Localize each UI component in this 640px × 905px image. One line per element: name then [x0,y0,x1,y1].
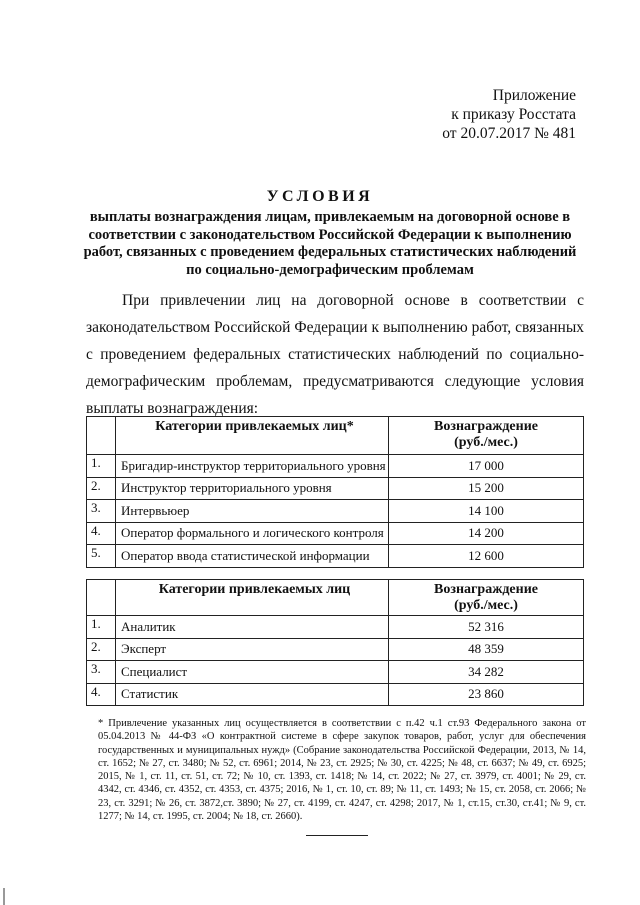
header-category: Категории привлекаемых лиц* [116,417,389,455]
row-number: 1. [87,455,116,478]
rewards-table-1 [86,416,584,568]
row-category: Интервьюер [116,500,389,523]
rewards-table-2 [86,579,584,706]
table-row [87,638,584,661]
table-row [87,683,584,706]
row-category: Бригадир-инструктор территориального уровня [116,455,389,478]
table-row [87,545,584,568]
row-category: Аналитик [116,616,389,639]
header-number-cell [87,417,116,455]
table-row [87,661,584,684]
row-reward: 48 359 [389,638,584,661]
row-reward: 17 000 [389,455,584,478]
header-reward-line-2: (руб./мес.) [454,598,518,613]
end-rule [306,835,368,836]
row-number: 2. [87,477,116,500]
appendix-line-2: к приказу Росстата [451,106,576,123]
document-title: УСЛОВИЯ [266,188,374,205]
row-category: Инструктор территориального уровня [116,477,389,500]
row-category: Оператор ввода статистической информации [116,545,389,568]
table-row [87,477,584,500]
row-category: Статистик [116,683,389,706]
appendix-header [442,86,576,143]
table-header-row [87,417,584,455]
row-number: 2. [87,638,116,661]
header-reward-line-2: (руб./мес.) [454,435,518,450]
row-reward: 34 282 [389,661,584,684]
row-reward: 15 200 [389,477,584,500]
row-number: 1. [87,616,116,639]
row-category: Оператор формального и логического контроля [116,522,389,545]
row-number: 4. [87,522,116,545]
row-category: Эксперт [116,638,389,661]
document-subtitle: выплаты вознаграждения лицам, привлекаемым на договорной основе в соответствии с законодательством Российской Федерации к выполнению работ, связанных с проведением федеральных статистических наблюдений по социально-демографическим проблемам [83,209,577,278]
header-category: Категории привлекаемых лиц [116,580,389,616]
intro-paragraph: При привлечении лиц на договорной основе в соответствии с законодательством Российской Федерации к выполнению работ, связанных с проведением федеральных статистических наблюдений по социально-демографическим проблемам, предусматриваются следующие условия выплаты вознаграждения: [86,292,584,417]
table-row [87,455,584,478]
table-header-row [87,580,584,616]
row-reward: 52 316 [389,616,584,639]
header-number-cell [87,580,116,616]
row-reward: 14 200 [389,522,584,545]
row-reward: 14 100 [389,500,584,523]
header-reward [389,417,584,455]
appendix-line-3: от 20.07.2017 № 481 [442,125,576,142]
row-number: 5. [87,545,116,568]
table-row [87,522,584,545]
row-category: Специалист [116,661,389,684]
header-reward-line-1: Вознаграждение [434,582,538,597]
row-reward: 23 860 [389,683,584,706]
appendix-line-1: Приложение [492,87,576,104]
table-row [87,616,584,639]
row-number: 4. [87,683,116,706]
row-number: 3. [87,500,116,523]
table-row [87,500,584,523]
row-number: 3. [87,661,116,684]
footnote: * Привлечение указанных лиц осуществляется в соответствии с п.42 ч.1 ст.93 Федерального закона от 05.04.2013 № 44-ФЗ «О контрактной системе в сфере закупок товаров, работ, услуг для обеспечения государственных и муниципальных нужд» (Собрание законодательства Российской Федерации, 2013, № 14, ст. 1652; № 27, ст. 3480; № 52, ст. 6961; 2014, № 23, ст. 2925; № 30, ст. 4225; № 48, ст. 6637; № 49, ст. 6925; 2015, № 1, ст. 11, ст. 51, ст. 72; № 10, ст. 1393, ст. 1418; № 14, ст. 2022; № 27, ст. 3979, ст. 4001; № 29, ст. 4342, ст. 4346, ст. 4352, ст. 4353, ст. 4375; 2016, № 1, ст. 10, ст. 89; № 11, ст. 1493; № 15, ст. 2058, ст. 2066; № 23, ст. 3291; № 26, ст. 3872,ст. 3890; № 27, ст. 4199, ст. 4247, ст. 4298; 2017, № 1, ст.15, ст.30, ст.41; № 9, ст. 1277; № 14, ст. 1995, ст. 2004; № 18, ст. 2660). [98,718,586,823]
header-reward [389,580,584,616]
row-reward: 12 600 [389,545,584,568]
scan-margin-mark [3,888,5,905]
header-reward-line-1: Вознаграждение [434,419,538,434]
